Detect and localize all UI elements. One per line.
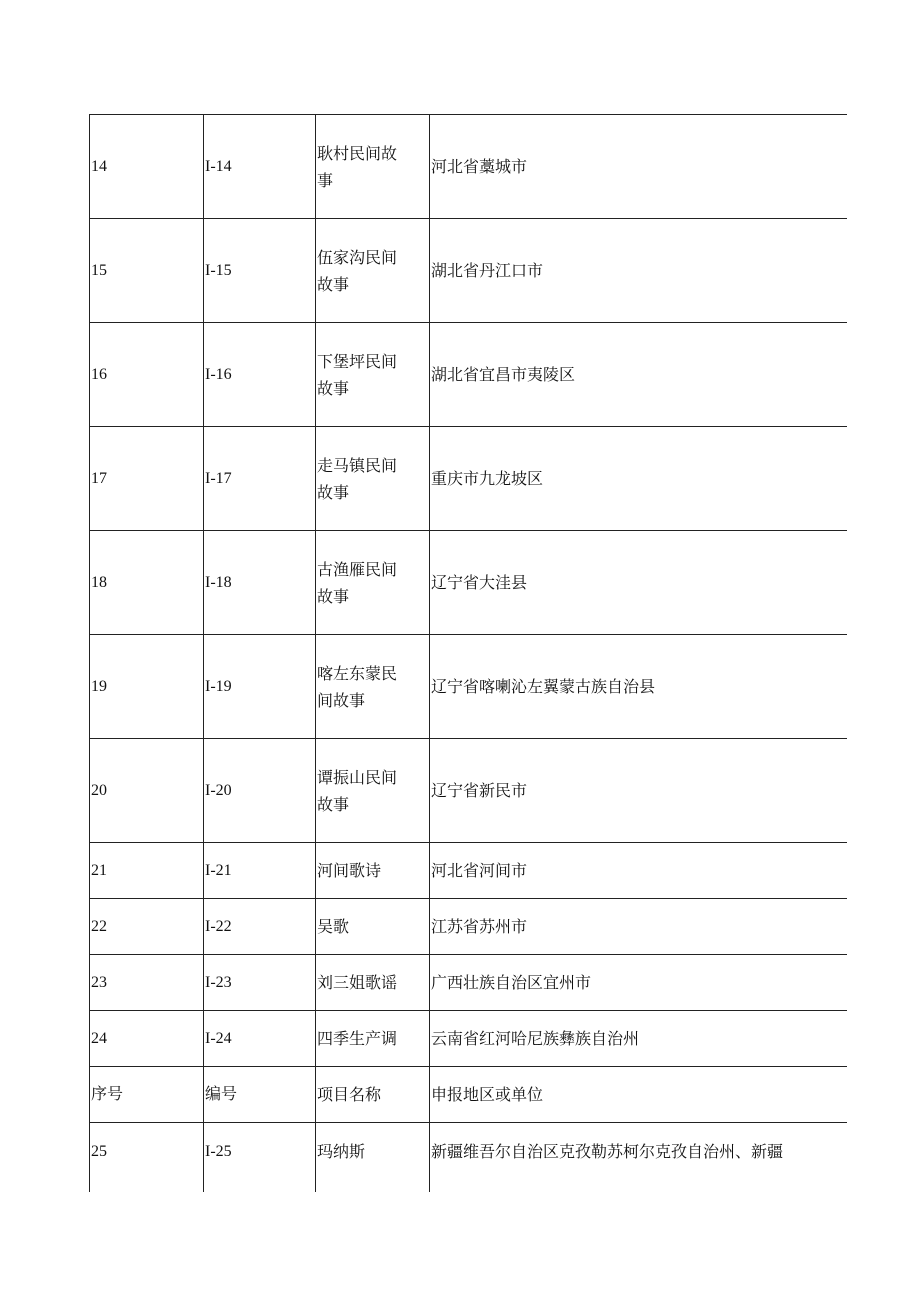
- item-name-line: 耿村民间故: [317, 143, 398, 163]
- serial-number-cell: 20: [90, 739, 204, 843]
- item-name-cell: [316, 635, 430, 739]
- serial-number-cell: 23: [90, 955, 204, 1011]
- item-name-line: 故事: [317, 586, 350, 606]
- item-code-cell: I-19: [204, 635, 316, 739]
- item-name-line: 四季生产调: [317, 1029, 398, 1048]
- region-cell: 重庆市九龙坡区: [430, 427, 847, 531]
- region-cell: 新疆维吾尔自治区克孜勒苏柯尔克孜自治州、新疆: [430, 1123, 847, 1193]
- item-name-line: 河间歌诗: [317, 861, 382, 880]
- item-name-cell: [316, 955, 430, 1011]
- item-code-cell: I-14: [204, 115, 316, 219]
- serial-number-cell: 22: [90, 899, 204, 955]
- item-name-line: 间故事: [317, 690, 366, 710]
- item-name-cell: [316, 899, 430, 955]
- item-name-line: 故事: [317, 274, 350, 294]
- region-cell: 河北省藁城市: [430, 115, 847, 219]
- item-name-line: 项目名称: [317, 1085, 382, 1104]
- item-name-line: 走马镇民间: [317, 455, 398, 475]
- item-code-cell: I-24: [204, 1011, 316, 1067]
- item-code-cell: I-15: [204, 219, 316, 323]
- item-code-cell: I-18: [204, 531, 316, 635]
- table-row: [90, 635, 847, 739]
- region-cell: 云南省红河哈尼族彝族自治州: [430, 1011, 847, 1067]
- item-code-cell: I-25: [204, 1123, 316, 1193]
- region-cell: 辽宁省大洼县: [430, 531, 847, 635]
- table-row: [90, 1123, 847, 1193]
- serial-number-cell: 14: [90, 115, 204, 219]
- table-row: [90, 899, 847, 955]
- table-row: [90, 843, 847, 899]
- item-name-cell: [316, 323, 430, 427]
- header-serial-number: 序号: [90, 1067, 204, 1123]
- item-code-cell: I-23: [204, 955, 316, 1011]
- item-name-line: 刘三姐歌谣: [317, 973, 398, 992]
- heritage-listing-table: [89, 114, 847, 1192]
- table-row: [90, 739, 847, 843]
- region-cell: 河北省河间市: [430, 843, 847, 899]
- item-name-cell: [316, 1123, 430, 1193]
- item-code-cell: I-20: [204, 739, 316, 843]
- item-name-cell: [316, 739, 430, 843]
- table-header-row: [90, 1067, 847, 1123]
- item-name-line: 吴歌: [317, 917, 350, 936]
- table-row: [90, 115, 847, 219]
- item-name-cell: [316, 219, 430, 323]
- item-name-line: 古渔雁民间: [317, 559, 398, 579]
- item-name-cell: [316, 531, 430, 635]
- serial-number-cell: 24: [90, 1011, 204, 1067]
- item-name-line: 玛纳斯: [317, 1142, 366, 1161]
- item-name-line: 伍家沟民间: [317, 247, 398, 267]
- serial-number-cell: 16: [90, 323, 204, 427]
- header-item-code: 编号: [204, 1067, 316, 1123]
- item-code-cell: I-16: [204, 323, 316, 427]
- item-name-cell: [316, 427, 430, 531]
- item-name-line: 故事: [317, 482, 350, 502]
- serial-number-cell: 19: [90, 635, 204, 739]
- region-cell: 辽宁省新民市: [430, 739, 847, 843]
- item-name-line: 谭振山民间: [317, 767, 398, 787]
- region-cell: 广西壮族自治区宜州市: [430, 955, 847, 1011]
- table-body: [90, 115, 847, 1193]
- item-code-cell: I-21: [204, 843, 316, 899]
- table-row: [90, 955, 847, 1011]
- item-name-cell: [316, 843, 430, 899]
- header-item-name: [316, 1067, 430, 1123]
- item-name-line: 喀左东蒙民: [317, 663, 398, 683]
- item-name-cell: [316, 1011, 430, 1067]
- serial-number-cell: 21: [90, 843, 204, 899]
- table-row: [90, 531, 847, 635]
- table-row: [90, 219, 847, 323]
- region-cell: 辽宁省喀喇沁左翼蒙古族自治县: [430, 635, 847, 739]
- region-cell: 江苏省苏州市: [430, 899, 847, 955]
- serial-number-cell: 18: [90, 531, 204, 635]
- item-name-line: 事: [317, 170, 334, 190]
- region-cell: 湖北省宜昌市夷陵区: [430, 323, 847, 427]
- serial-number-cell: 17: [90, 427, 204, 531]
- item-name-line: 故事: [317, 794, 350, 814]
- table-row: [90, 1011, 847, 1067]
- serial-number-cell: 25: [90, 1123, 204, 1193]
- item-code-cell: I-22: [204, 899, 316, 955]
- item-name-cell: [316, 115, 430, 219]
- header-region: 申报地区或单位: [430, 1067, 847, 1123]
- serial-number-cell: 15: [90, 219, 204, 323]
- table-row: [90, 427, 847, 531]
- table-row: [90, 323, 847, 427]
- item-name-line: 下堡坪民间: [317, 351, 398, 371]
- region-cell: 湖北省丹江口市: [430, 219, 847, 323]
- item-code-cell: I-17: [204, 427, 316, 531]
- item-name-line: 故事: [317, 378, 350, 398]
